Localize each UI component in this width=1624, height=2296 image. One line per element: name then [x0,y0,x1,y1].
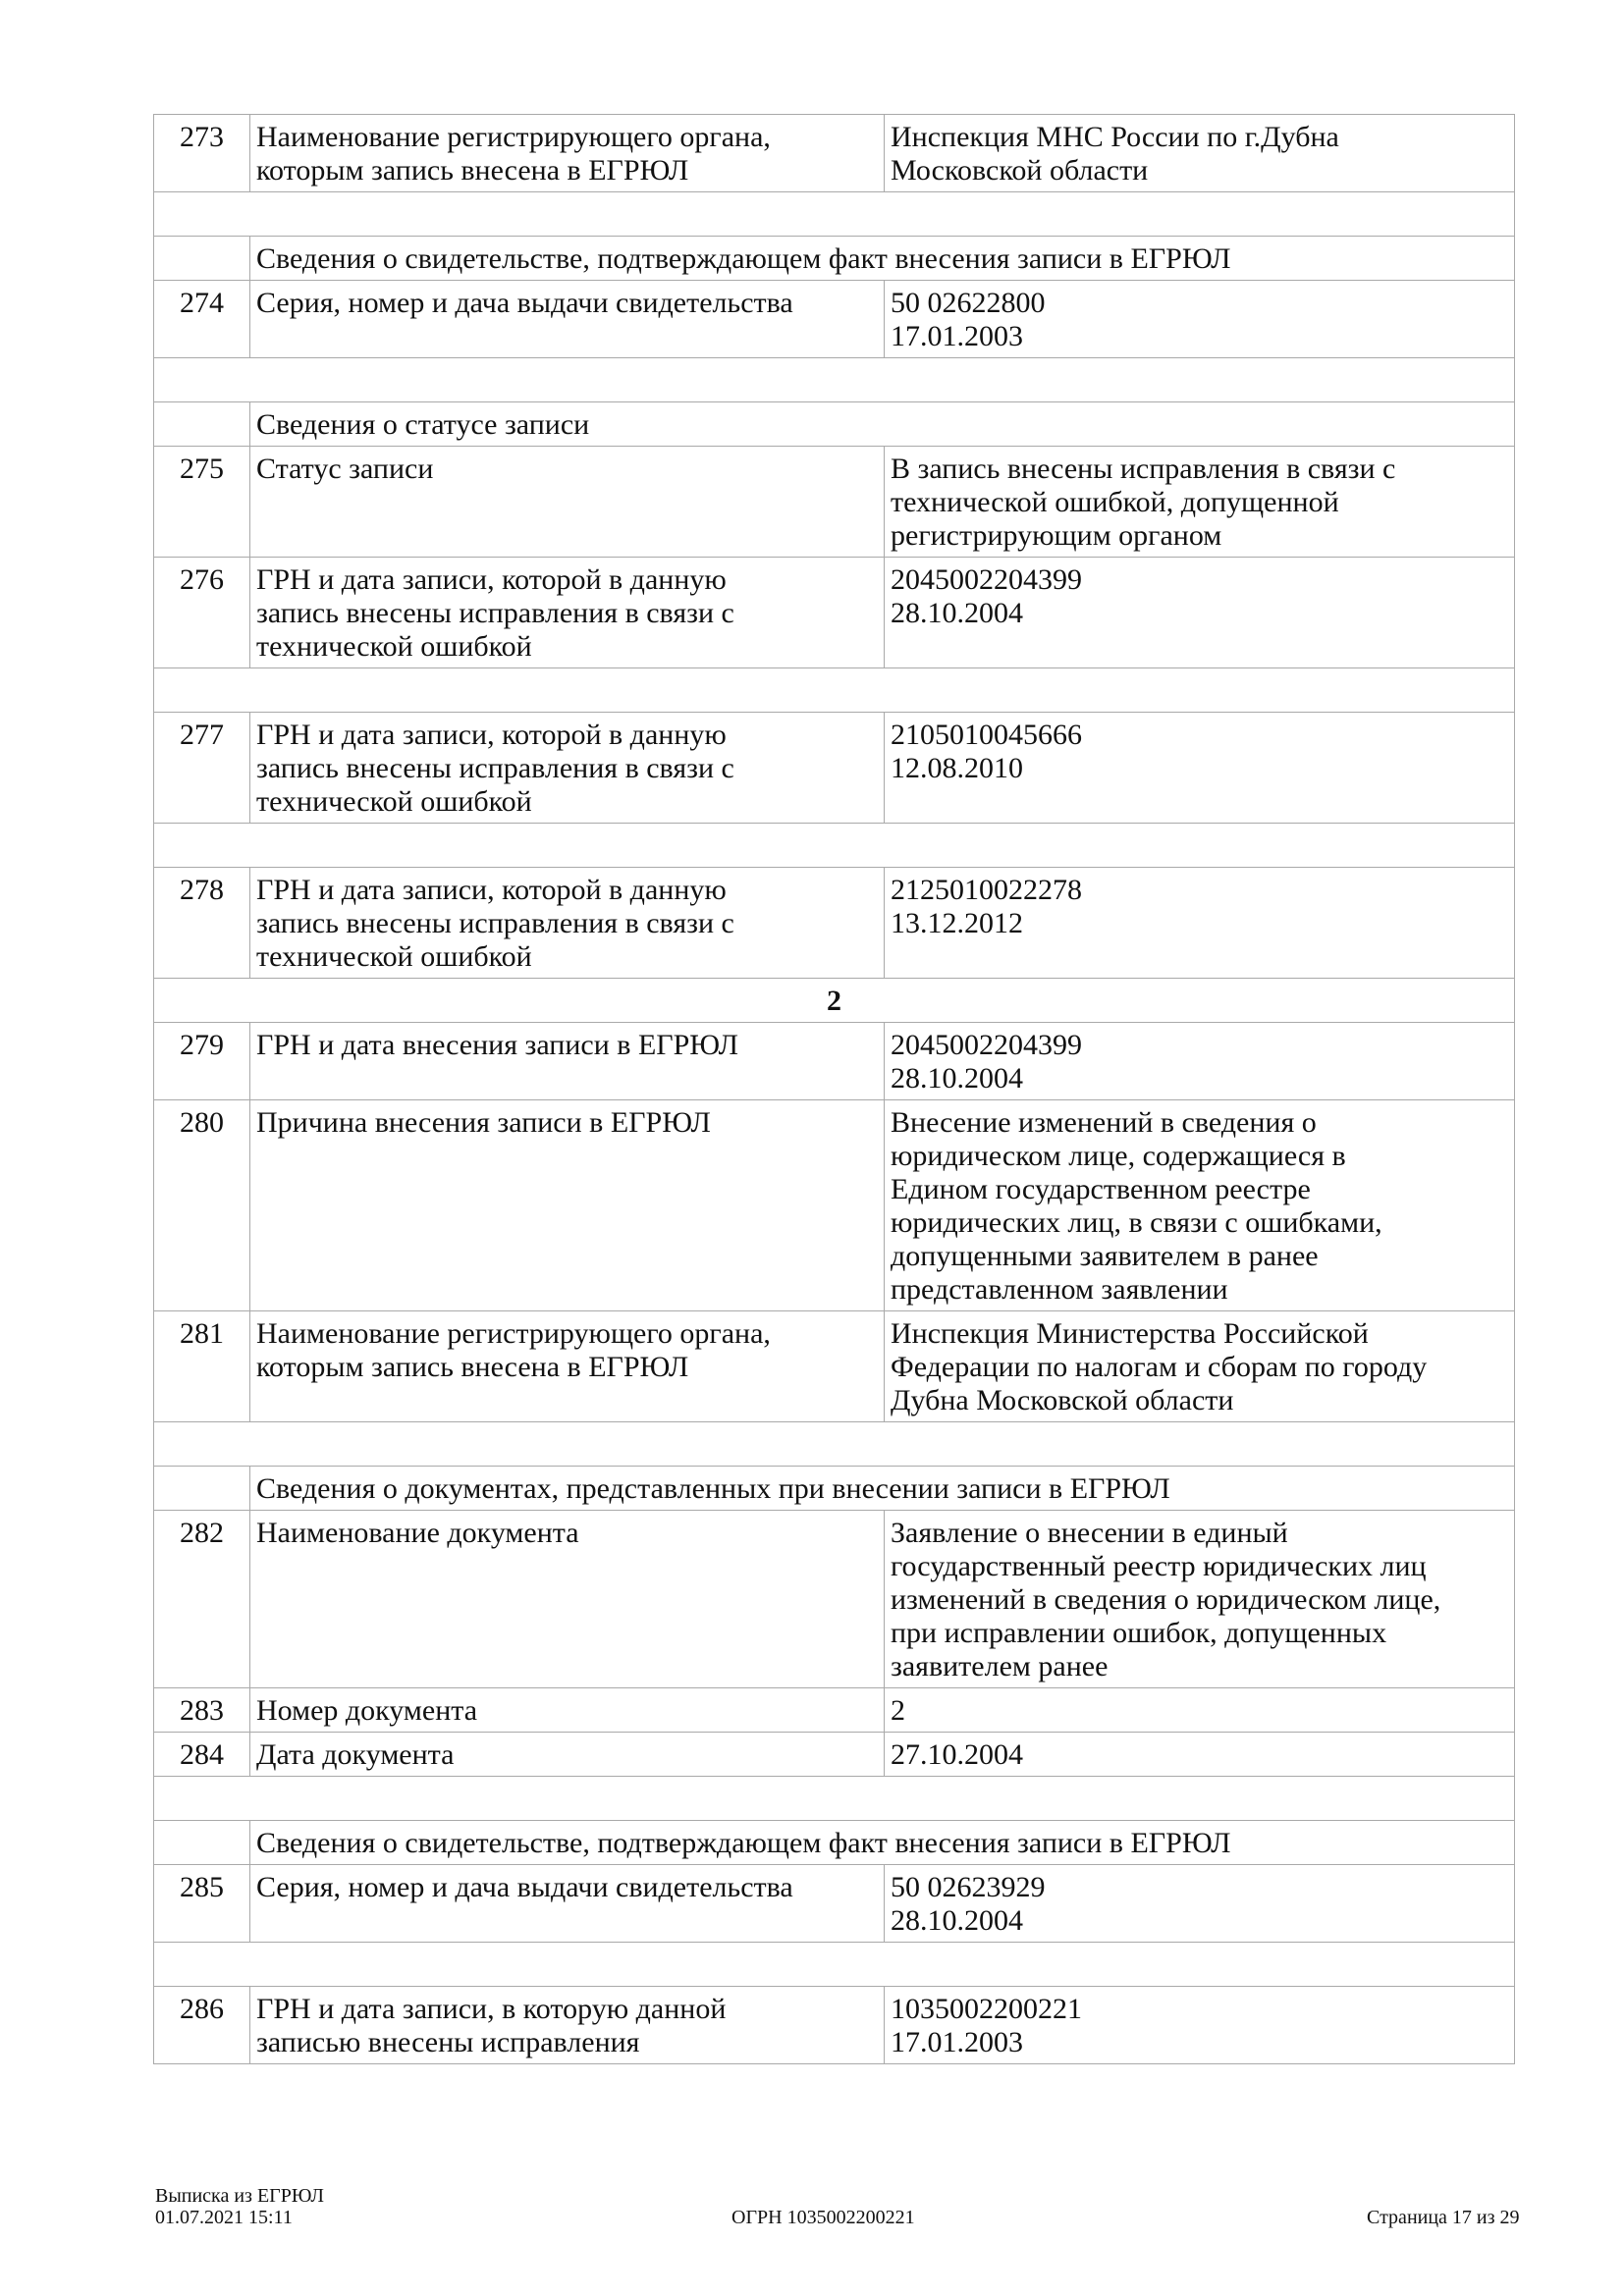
row-value: 1035002200221 17.01.2003 [885,1987,1515,2064]
row-number: 286 [154,1987,250,2064]
row-number: 280 [154,1100,250,1311]
empty-row [154,1777,1515,1821]
row-value: 2045002204399 28.10.2004 [885,558,1515,668]
row-value: 2125010022278 13.12.2012 [885,868,1515,979]
section-title: Сведения о документах, представленных при внесении записи в ЕГРЮЛ [250,1467,1515,1511]
row-number: 285 [154,1865,250,1943]
empty-row [154,358,1515,402]
row-value: 50 02622800 17.01.2003 [885,281,1515,358]
row-value: 2105010045666 12.08.2010 [885,713,1515,824]
empty-row [154,1943,1515,1987]
row-label: Статус записи [250,447,885,558]
section-title: Сведения о свидетельстве, подтверждающем факт внесения записи в ЕГРЮЛ [250,237,1515,281]
empty-row [154,192,1515,237]
table-row [154,1511,1515,1688]
group-number: 2 [154,979,1515,1023]
row-label: ГРН и дата записи, которой в данную запись внесены исправления в связи с технической ошибкой [250,558,885,668]
row-number: 281 [154,1311,250,1422]
row-value: 2045002204399 28.10.2004 [885,1023,1515,1100]
row-number: 274 [154,281,250,358]
footer-datetime: 01.07.2021 15:11 [155,2207,293,2228]
row-label: Причина внесения записи в ЕГРЮЛ [250,1100,885,1311]
row-label: ГРН и дата записи, которой в данную запись внесены исправления в связи с технической ошибкой [250,713,885,824]
row-label: Наименование регистрирующего органа, которым запись внесена в ЕГРЮЛ [250,1311,885,1422]
section-title: Сведения о свидетельстве, подтверждающем факт внесения записи в ЕГРЮЛ [250,1821,1515,1865]
table-row [154,115,1515,192]
row-label: ГРН и дата внесения записи в ЕГРЮЛ [250,1023,885,1100]
section-header-row [154,402,1515,447]
row-label: ГРН и дата записи, в которую данной записью внесены исправления [250,1987,885,2064]
table-row [154,1987,1515,2064]
row-value: 2 [885,1688,1515,1733]
row-number: 273 [154,115,250,192]
row-value: 50 02623929 28.10.2004 [885,1865,1515,1943]
table-row [154,1023,1515,1100]
table-row [154,558,1515,668]
row-value: 27.10.2004 [885,1733,1515,1777]
row-number: 282 [154,1511,250,1688]
table-row [154,868,1515,979]
row-label: Серия, номер и дача выдачи свидетельства [250,1865,885,1943]
row-value: Инспекция МНС России по г.Дубна Московской области [885,115,1515,192]
row-label: Дата документа [250,1733,885,1777]
row-label: Наименование регистрирующего органа, которым запись внесена в ЕГРЮЛ [250,115,885,192]
group-number-row [154,979,1515,1023]
row-number: 284 [154,1733,250,1777]
row-label: Номер документа [250,1688,885,1733]
row-value: Заявление о внесении в единый государственный реестр юридических лиц изменений в сведения о юридическом лице, при исправлении ошибок, допущенных заявителем ранее [885,1511,1515,1688]
row-number: 278 [154,868,250,979]
footer-left [155,2185,324,2228]
row-number: 277 [154,713,250,824]
empty-row [154,668,1515,713]
footer-doc-title: Выписка из ЕГРЮЛ [155,2185,324,2207]
table-row [154,1688,1515,1733]
section-title: Сведения о статусе записи [250,402,1515,447]
table-row [154,1100,1515,1311]
section-header-row [154,1467,1515,1511]
row-label: Наименование документа [250,1511,885,1688]
row-value: Инспекция Министерства Российской Федерации по налогам и сборам по городу Дубна Московской области [885,1311,1515,1422]
table-row [154,1733,1515,1777]
footer-ogrn: ОГРН 1035002200221 [731,2207,915,2228]
footer-page-number: Страница 17 из 29 [1367,2207,1520,2228]
row-number: 279 [154,1023,250,1100]
row-label: ГРН и дата записи, которой в данную запись внесены исправления в связи с технической ошибкой [250,868,885,979]
table-row [154,713,1515,824]
table-row [154,1865,1515,1943]
empty-row [154,1422,1515,1467]
row-label: Серия, номер и дача выдачи свидетельства [250,281,885,358]
empty-row [154,824,1515,868]
row-value: Внесение изменений в сведения о юридическом лице, содержащиеся в Едином государственном реестре юридических лиц, в связи с ошибками, допущенными заявителем в ранее представленном заявлении [885,1100,1515,1311]
row-number: 283 [154,1688,250,1733]
table-row [154,1311,1515,1422]
row-value: В запись внесены исправления в связи с технической ошибкой, допущенной регистрирующим органом [885,447,1515,558]
egrul-table [153,114,1515,2064]
row-number: 275 [154,447,250,558]
section-header-row [154,1821,1515,1865]
table-row [154,281,1515,358]
table-row [154,447,1515,558]
row-number: 276 [154,558,250,668]
section-header-row [154,237,1515,281]
